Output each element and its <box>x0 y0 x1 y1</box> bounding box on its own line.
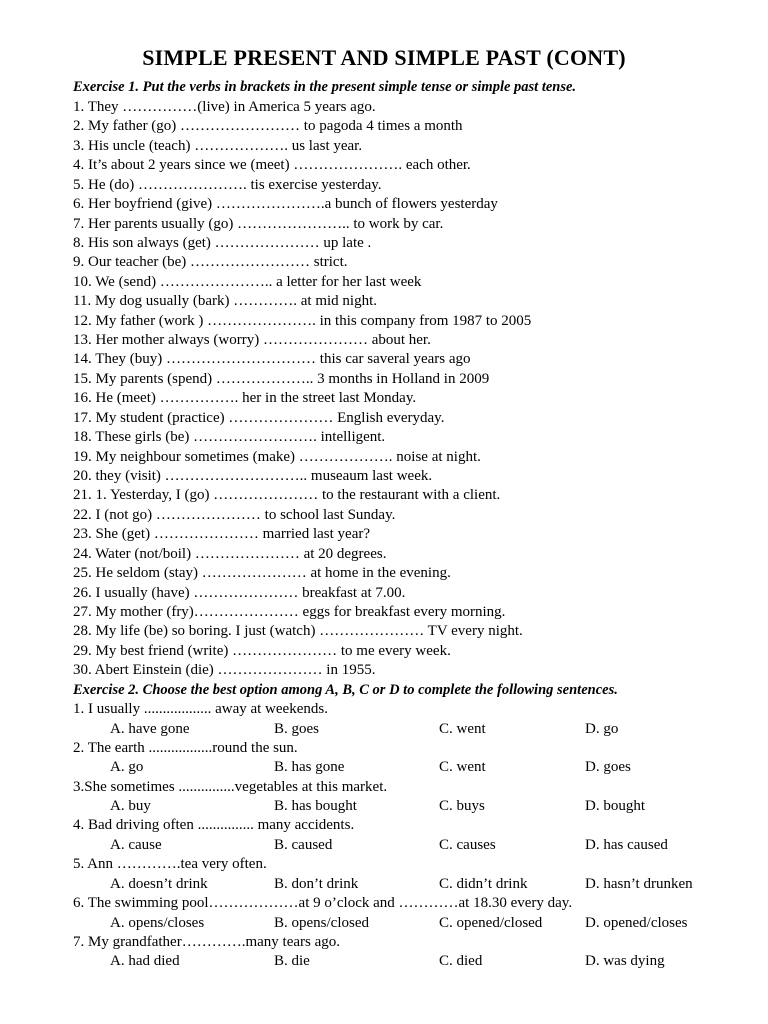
answer-option-c: C. opened/closed <box>439 914 543 931</box>
exercise-1-item: 7. Her parents usually (go) ………………….. to work by car. <box>73 215 444 232</box>
question-stem: 2. The earth .................round the sun. <box>73 739 298 756</box>
exercise-1-item: 3. His uncle (teach) ………………. us last year. <box>73 137 363 154</box>
answer-option-a: A. doesn’t drink <box>110 875 208 892</box>
exercise-1-item: 29. My best friend (write) ………………… to me every week. <box>73 642 451 659</box>
question-stem: 3.She sometimes ...............vegetables at this market. <box>73 778 388 795</box>
exercise-1-item: 27. My mother (fry)………………… eggs for breakfast every morning. <box>73 603 506 620</box>
exercise-1-item: 11. My dog usually (bark) …………. at mid night. <box>73 293 377 310</box>
exercise-1-item: 19. My neighbour sometimes (make) ………………. noise at night. <box>73 448 481 465</box>
answer-option-c: C. buys <box>439 798 485 815</box>
question-stem: 7. My grandfather………….many tears ago. <box>73 933 341 950</box>
answer-option-a: A. have gone <box>110 720 190 737</box>
exercise-1-item: 10. We (send) ………………….. a letter for her last week <box>73 273 422 290</box>
answer-option-b: B. goes <box>274 720 319 737</box>
answer-option-d: D. bought <box>585 798 645 815</box>
exercise-1-item: 9. Our teacher (be) …………………… strict. <box>73 254 348 271</box>
exercise-1-item: 16. He (meet) ……………. her in the street last Monday. <box>73 390 417 407</box>
exercise-1-item: 25. He seldom (stay) ………………… at home in the evening. <box>73 565 451 582</box>
answer-option-d: D. go <box>585 720 619 737</box>
exercise-1-item: 28. My life (be) so boring. I just (watch) ………………… TV every night. <box>73 623 523 640</box>
question-stem: 5. Ann ………….tea very often. <box>73 856 267 873</box>
answer-option-d: D. was dying <box>585 953 665 970</box>
answer-option-b: B. don’t drink <box>274 875 359 892</box>
answer-option-b: B. has gone <box>274 759 345 776</box>
exercise-1-item: 17. My student (practice) ………………… English everyday. <box>73 409 445 426</box>
answer-option-a: A. go <box>110 759 144 776</box>
question-stem: 1. I usually .................. away at weekends. <box>73 701 328 717</box>
exercise-1-item: 26. I usually (have) ………………… breakfast at 7.00. <box>73 584 406 601</box>
answer-option-c: C. causes <box>439 836 496 853</box>
question-stem: 4. Bad driving often ............... many accidents. <box>73 817 355 834</box>
exercise-1-item: 20. they (visit) ……………………….. museaum last week. <box>73 467 433 484</box>
answer-option-b: B. has bought <box>274 798 357 815</box>
exercise-1-heading: Exercise 1. Put the verbs in brackets in the present simple tense or simple past tense. <box>73 79 577 95</box>
question-stem: 6. The swimming pool………………at 9 o’clock and …………at 18.30 every day. <box>73 895 573 911</box>
exercise-1-item: 15. My parents (spend) ……………….. 3 months in Holland in 2009 <box>73 370 490 387</box>
answer-option-c: C. went <box>439 759 486 776</box>
answer-option-a: A. had died <box>110 953 180 970</box>
answer-option-d: D. has caused <box>585 836 668 853</box>
exercise-1-item: 8. His son always (get) ………………… up late . <box>73 234 372 251</box>
exercise-1-item: 18. These girls (be) ……………………. intelligent. <box>73 429 386 446</box>
exercise-1-item: 23. She (get) ………………… married last year? <box>73 526 371 543</box>
answer-option-d: D. goes <box>585 759 631 776</box>
exercise-1-item: 4. It’s about 2 years since we (meet) …………………. each other. <box>73 157 471 174</box>
answer-option-b: B. opens/closed <box>274 914 369 931</box>
exercise-1-item: 13. Her mother always (worry) ………………… about her. <box>73 332 431 349</box>
answer-option-d: D. hasn’t drunken <box>585 875 693 892</box>
answer-option-c: C. went <box>439 720 486 737</box>
exercise-1-item: 2. My father (go) …………………… to pagoda 4 times a month <box>73 118 463 135</box>
answer-option-d: D. opened/closes <box>585 914 688 931</box>
exercise-1-item: 5. He (do) …………………. tis exercise yesterday. <box>73 176 382 193</box>
answer-option-c: C. died <box>439 953 483 970</box>
answer-option-a: A. buy <box>110 798 151 815</box>
page-title: SIMPLE PRESENT AND SIMPLE PAST (CONT) <box>142 45 626 70</box>
answer-option-a: A. cause <box>110 836 162 853</box>
exercise-1-item: 24. Water (not/boil) ………………… at 20 degrees. <box>73 545 387 562</box>
answer-option-a: A. opens/closes <box>110 914 205 931</box>
exercise-1-item: 30. Abert Einstein (die) ………………… in 1955. <box>73 662 376 679</box>
exercise-1-item: 12. My father (work ) …………………. in this company from 1987 to 2005 <box>73 312 532 329</box>
exercise-1-item: 22. I (not go) ………………… to school last Sunday. <box>73 506 396 523</box>
answer-option-c: C. didn’t drink <box>439 875 528 892</box>
answer-option-b: B. die <box>274 953 310 970</box>
answer-option-b: B. caused <box>274 836 333 853</box>
exercise-1-item: 1. They ……………(live) in America 5 years ago. <box>73 99 376 115</box>
exercise-2-heading: Exercise 2. Choose the best option among A, B, C or D to complete the following sentences. <box>73 682 618 698</box>
exercise-1-item: 21. 1. Yesterday, I (go) ………………… to the restaurant with a client. <box>73 487 501 504</box>
exercise-1-item: 14. They (buy) ………………………… this car saveral years ago <box>73 351 471 368</box>
exercise-1-item: 6. Her boyfriend (give) ………………….a bunch of flowers yesterday <box>73 196 498 213</box>
